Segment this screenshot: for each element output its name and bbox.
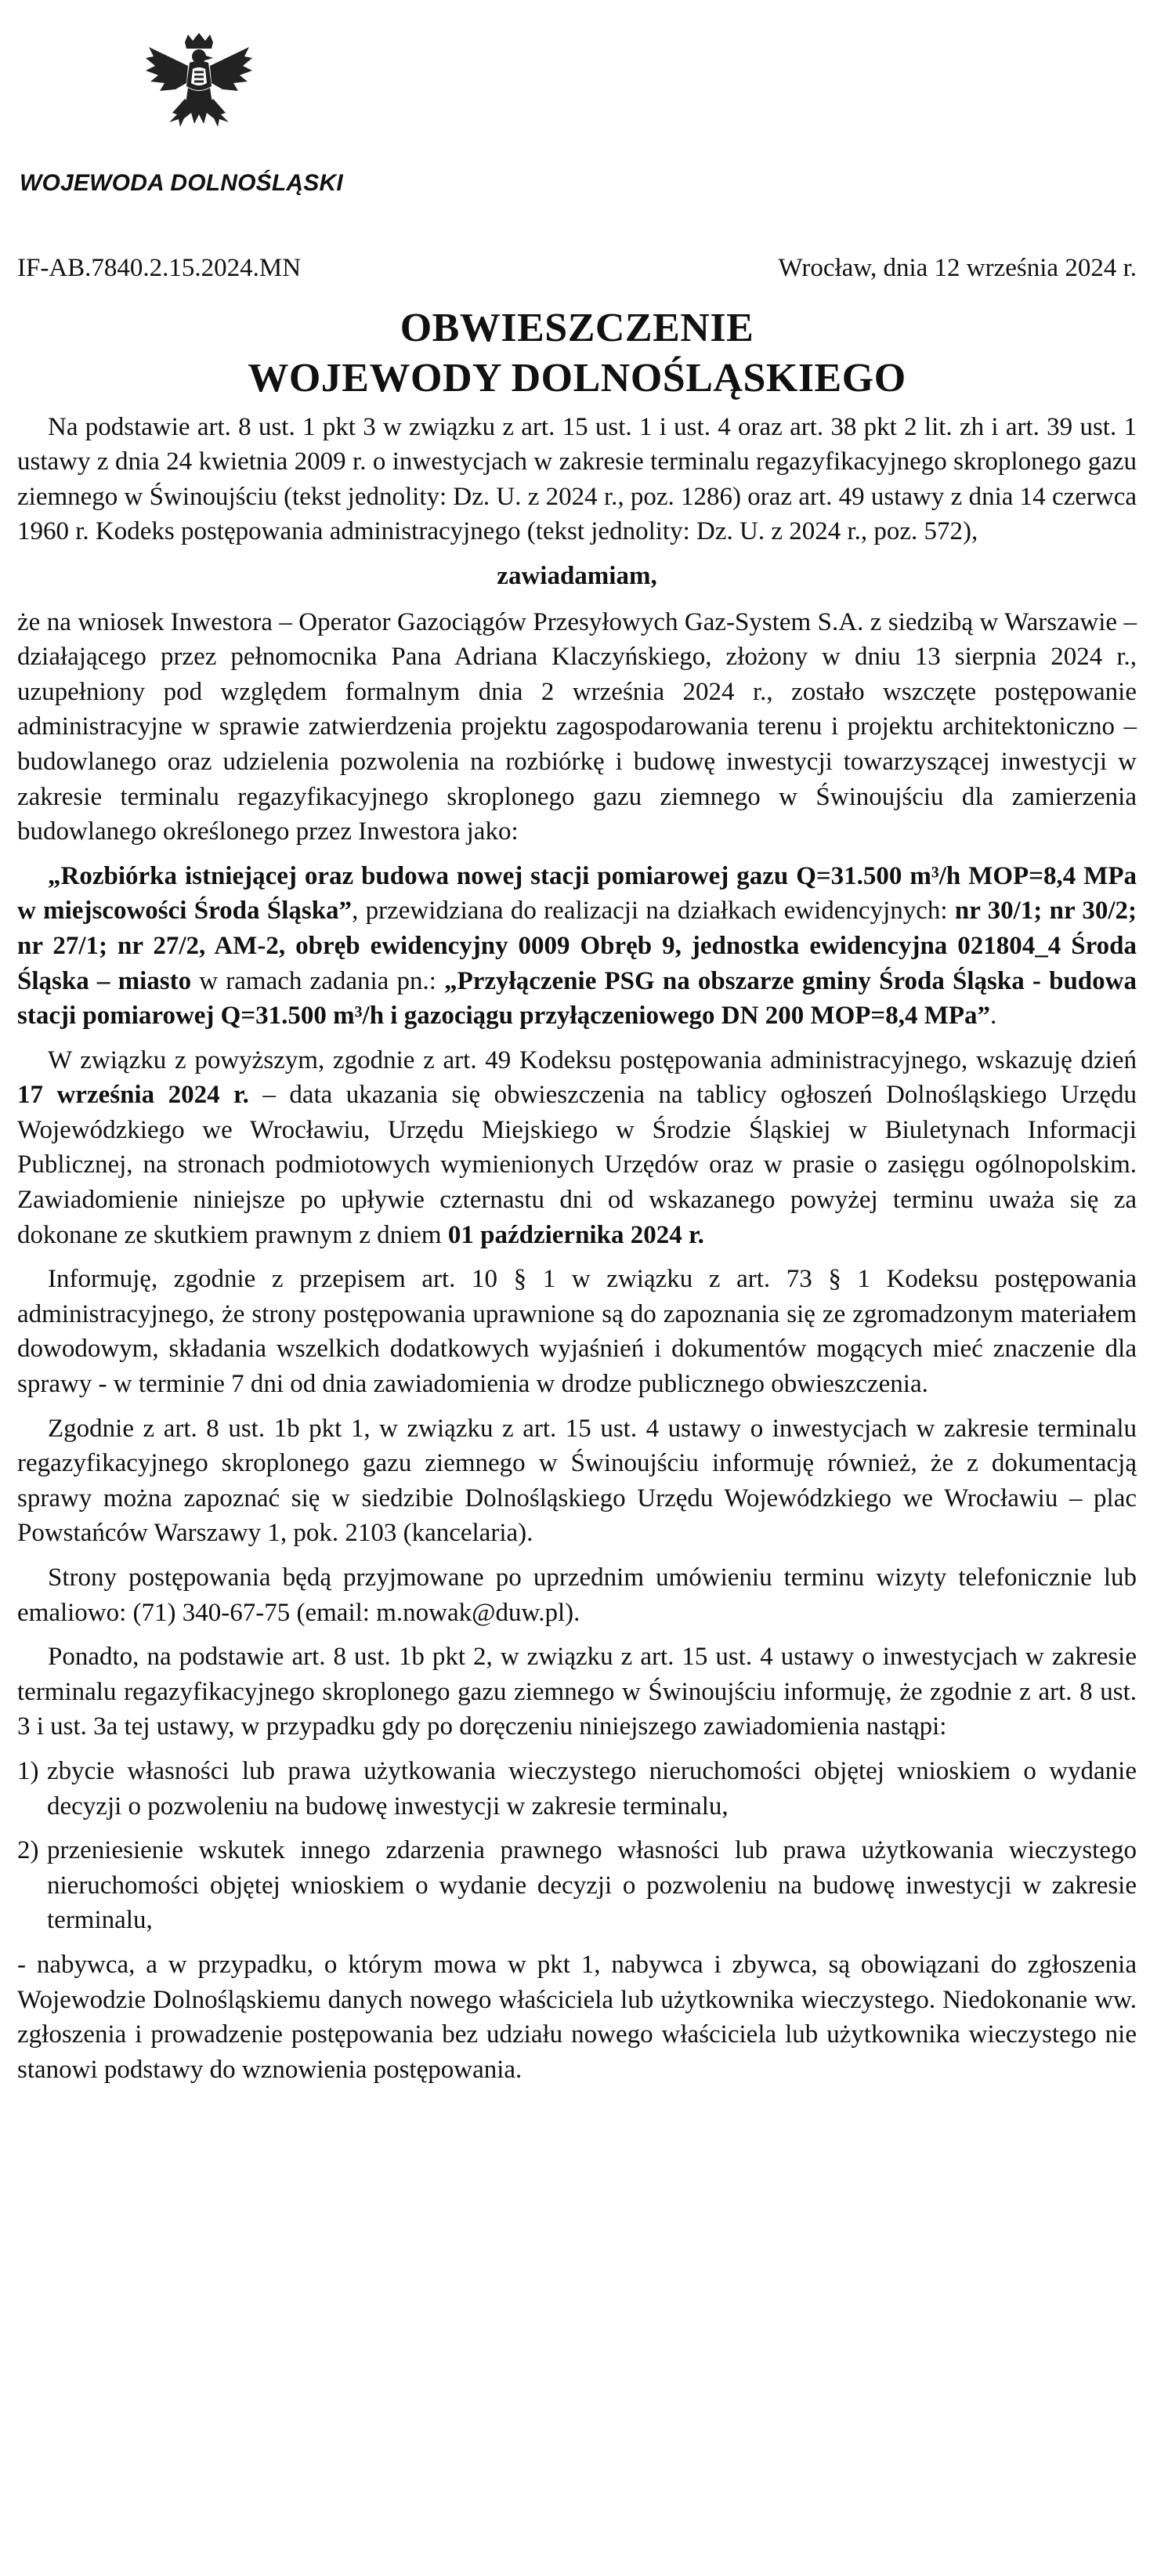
notice-text-1: W związku z powyższym, zgodnie z art. 49 Kodeksu postępowania administracyjnego, wskazuję dzień	[48, 1045, 1137, 1074]
list-item	[17, 1754, 1137, 1824]
project-text-1: , przewidziana do realizacji na działkach ewidencyjnych:	[352, 897, 955, 926]
paragraph-further: Ponadto, na podstawie art. 8 ust. 1b pkt 2, w związku z art. 15 ust. 4 ustawy o inwestycjach w zakresie terminalu regazyfikacyjnego skroplonego gazu ziemnego w Świnoujściu informuję, że zgodnie z art. 8 ust. 3 i ust. 3a tej ustawy, w przypadku gdy po doręczeniu niniejszego zawiadomienia nastąpi:	[17, 1643, 1137, 1741]
project-parcels: nr 30/1; nr 30/2; nr 27/1; nr 27/2, AM-2, obręb ewidencyjny 0009 Obręb 9, jednostka ewidencyjna 021804_4 Środa Śląska – miasto	[17, 897, 1137, 995]
notice-effective-date: 01 października 2024 r.	[447, 1220, 704, 1249]
project-task: „Przyłączenie PSG na obszarze gminy Środa Śląska - budowa stacji pomiarowej Q=31.500 m³/h i gazociągu przyłączeniowego DN 200 MOP=8,4 MPa”	[17, 966, 1137, 1031]
paragraph-project	[17, 859, 1137, 1034]
title-line-1: OBWIESZCZENIE	[400, 305, 754, 350]
paragraph-notice	[17, 1043, 1137, 1253]
paragraph-contact: Strony postępowania będą przyjmowane po uprzednim umówieniu terminu wizyty telefonicznie lub emaliowo: (71) 340-67-75 (email: m.nowak@duw.pl).	[17, 1563, 1137, 1627]
notice-date: 17 września 2024 r.	[17, 1081, 249, 1110]
notice-text-2: – data ukazania się obwieszczenia na tablicy ogłoszeń Dolnośląskiego Urzędu Wojewódzkiego we Wrocławiu, Urzędu Miejskiego w Środzie Śląskiej w Biuletynach Informacji Publicznej, na stronach podmiotowych wymienionych Urzędów oraz w prasie o zasięgu ogólnopolskim. Zawiadomienie niniejsze po upływie czternastu dni od wskazanego powyżej terminu uważa się za dokonane ze skutkiem prawnym z dniem	[17, 1081, 1137, 1249]
paragraph-rights: Informuję, zgodnie z przepisem art. 10 § 1 w związku z art. 73 § 1 Kodeksu postępowania administracyjnego, że strony postępowania uprawnione są do zapoznania się ze zgromadzonym materiałem dowodowym, składania wszelkich dodatkowych wyjaśnień i dokumentów mogących mieć znaczenie dla sprawy - w terminie 7 dni od dnia zawiadomienia w drodze publicznego obwieszczenia.	[17, 1265, 1137, 1399]
paragraph-documentation: Zgodnie z art. 8 ust. 1b pkt 1, w związku z art. 15 ust. 4 ustawy o inwestycjach w zakresie terminalu regazyfikacyjnego skroplonego gazu ziemnego w Świnoujściu informuję również, że z dokumentacją sprawy można zapoznać się w siedzibie Dolnośląskiego Urzędu Wojewódzkiego we Wrocławiu – plac Powstańców Warszawy 1, pok. 2103 (kancelaria).	[17, 1414, 1137, 1548]
list-item-text: zbycie własności lub prawa użytkowania wieczystego nieruchomości objętej wnioskiem o wydanie decyzji o pozwoleniu na budowę inwestycji w zakresie terminalu,	[47, 1756, 1137, 1821]
project-text-3: .	[990, 1002, 997, 1031]
document-title	[17, 303, 1137, 404]
title-line-2: WOJEWODY DOLNOŚLĄSKIEGO	[248, 355, 906, 400]
list-item-number: 2)	[17, 1836, 39, 1865]
paragraph-application: że na wniosek Inwestora – Operator Gazociągów Przesyłowych Gaz-System S.A. z siedzibą w Warszawie – działającego przez pełnomocnika Pana Adriana Klaczyńskiego, złożony w dniu 13 sierpnia 2024 r., uzupełniony pod względem formalnym dnia 2 września 2024 r., zostało wszczęte postępowanie administracyjne w sprawie zatwierdzenia projektu zagospodarowania terenu i projektu architektoniczno – budowlanego oraz udzielenia pozwolenia na rozbiórkę i budowę inwestycji towarzyszącej inwestycji w zakresie terminalu regazyfikacyjnego skroplonego gazu ziemnego w Świnoujściu dla zamierzenia budowlanego określonego przez Inwestora jako:	[17, 607, 1137, 846]
paragraph-closing: - nabywca, a w przypadku, o którym mowa w pkt 1, nabywca i zbywca, są obowiązani do zgłoszenia Wojewodzie Dolnośląskiemu danych nowego właściciela lub użytkownika wieczystego. Niedokonanie ww. zgłoszenia i prowadzenie postępowania bez udziału nowego właściciela lub użytkownika wieczystego nie stanowi podstawy do wznowienia postępowania.	[17, 1950, 1137, 2084]
paragraph-legal-basis: Na podstawie art. 8 ust. 1 pkt 3 w związku z art. 15 ust. 1 i ust. 4 oraz art. 38 pkt 2 lit. zh i art. 39 ust. 1 ustawy z dnia 24 kwietnia 2009 r. o inwestycjach w zakresie terminalu regazyfikacyjnego skroplonego gazu ziemnego w Świnoujściu (tekst jednolity: Dz. U. z 2024 r., poz. 1286) oraz art. 49 ustawy z dnia 14 czerwca 1960 r. Kodeks postępowania administracyjnego (tekst jednolity: Dz. U. z 2024 r., poz. 572),	[17, 412, 1137, 546]
project-text-2: w ramach zadania pn.:	[191, 966, 445, 995]
polish-eagle-emblem-icon	[141, 31, 257, 157]
list-item-text: przeniesienie wskutek innego zdarzenia prawnego własności lub prawa użytkowania wieczystego nieruchomości objętej wnioskiem o wydanie decyzji o pozwoleniu na budowę inwestycji w zakresie terminalu,	[47, 1836, 1137, 1935]
announcement-heading: zawiadamiam,	[497, 561, 657, 590]
letterhead	[17, 31, 362, 197]
list-item-number: 1)	[17, 1756, 39, 1785]
project-name: „Rozbiórka istniejącej oraz budowa nowej stacji pomiarowej gazu Q=31.500 m³/h MOP=8,4 MPa w miejscowości Środa Śląska”	[17, 861, 1137, 926]
case-number: IF-AB.7840.2.15.2024.MN	[17, 254, 302, 282]
document-meta	[17, 251, 1137, 286]
issuer-name: WOJEWODA DOLNOŚLĄSKI	[20, 170, 343, 196]
place-date: Wrocław, dnia 12 września 2024 r.	[778, 254, 1137, 282]
list-item	[17, 1833, 1137, 1938]
